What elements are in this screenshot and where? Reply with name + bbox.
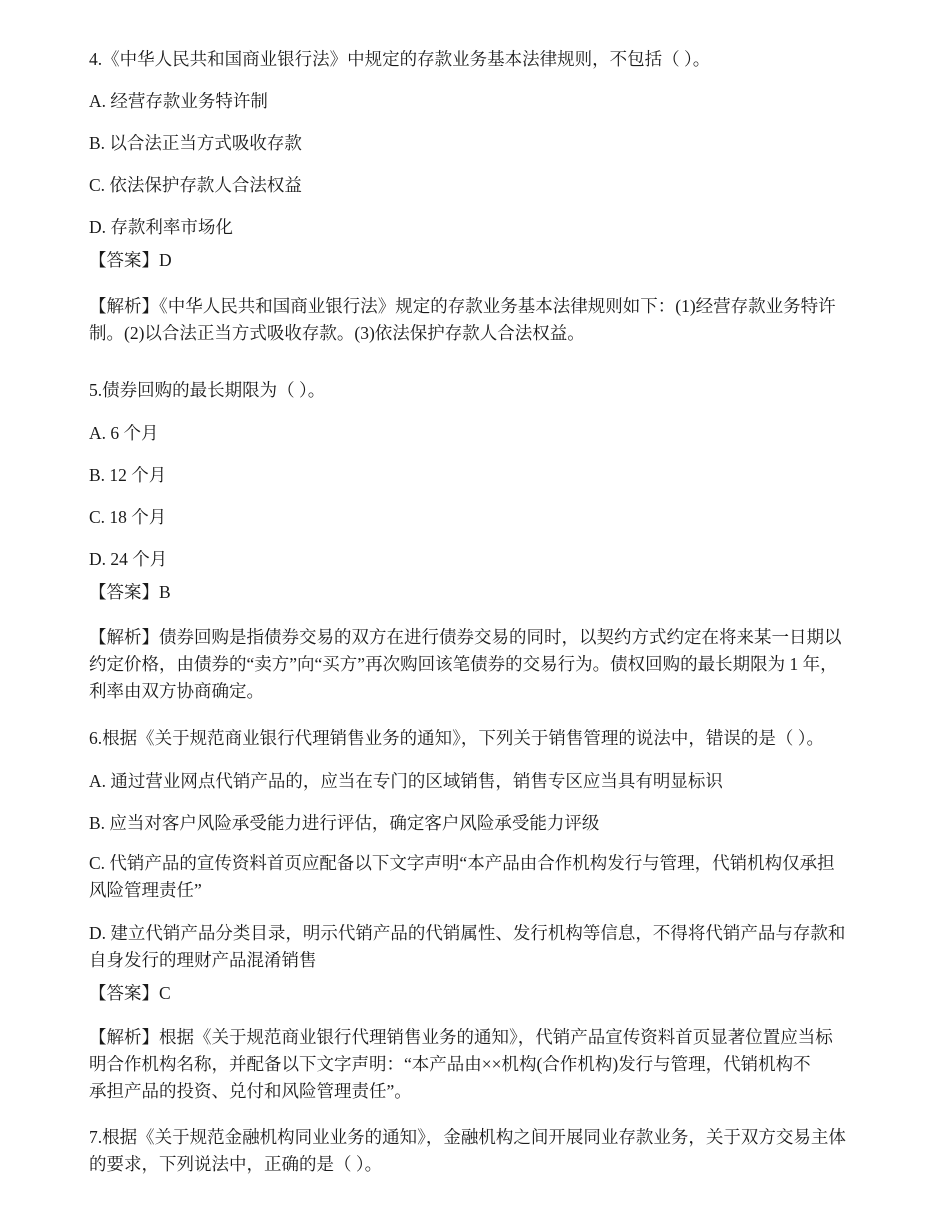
question-4-option-b: B. 以合法正当方式吸收存款 xyxy=(89,133,302,153)
question-4-analysis xyxy=(89,293,919,347)
question-6-option-d xyxy=(89,920,919,974)
option-line: 自身发行的理财产品混淆销售 xyxy=(89,950,317,970)
analysis-line: 【解析】债券回购是指债券交易的双方在进行债券交易的同时，以契约方式约定在将来某一日期以 xyxy=(89,627,842,647)
question-5-answer: 【答案】B xyxy=(89,582,171,602)
analysis-line: 【解析】根据《关于规范商业银行代理销售业务的通知》，代销产品宣传资料首页显著位置应当标 xyxy=(89,1027,833,1047)
analysis-line: 承担产品的投资、兑付和风险管理责任”。 xyxy=(89,1081,412,1101)
question-5-option-b: B. 12 个月 xyxy=(89,465,167,485)
question-6-option-a: A. 通过营业网点代销产品的，应当在专门的区域销售，销售专区应当具有明显标识 xyxy=(89,771,723,791)
option-line: D. 建立代销产品分类目录，明示代销产品的代销属性、发行机构等信息，不得将代销产品与存款和 xyxy=(89,923,846,943)
question-7-stem xyxy=(89,1124,919,1178)
analysis-line: 利率由双方协商确定。 xyxy=(89,681,264,701)
stem-line: 7.根据《关于规范金融机构同业业务的通知》，金融机构之间开展同业存款业务，关于双方交易主体 xyxy=(89,1127,846,1147)
analysis-line: 约定价格，由债券的“卖方”向“买方”再次购回该笔债券的交易行为。债权回购的最长期限为 1 年， xyxy=(89,654,838,674)
question-5-option-d: D. 24 个月 xyxy=(89,549,168,569)
question-6-analysis xyxy=(89,1024,919,1105)
question-6-option-c xyxy=(89,850,919,904)
option-line: C. 代销产品的宣传资料首页应配备以下文字声明“本产品由合作机构发行与管理，代销机构仅承担 xyxy=(89,853,835,873)
question-4-option-d: D. 存款利率市场化 xyxy=(89,217,233,237)
question-5-option-a: A. 6 个月 xyxy=(89,423,159,443)
question-6-answer: 【答案】C xyxy=(89,983,171,1003)
question-5-stem: 5.债券回购的最长期限为（ ）。 xyxy=(89,380,326,400)
question-5-option-c: C. 18 个月 xyxy=(89,507,167,527)
question-4-option-a: A. 经营存款业务特许制 xyxy=(89,91,268,111)
question-6-option-b: B. 应当对客户风险承受能力进行评估，确定客户风险承受能力评级 xyxy=(89,813,600,833)
question-4-answer: 【答案】D xyxy=(89,250,172,270)
question-6-stem: 6.根据《关于规范商业银行代理销售业务的通知》，下列关于销售管理的说法中，错误的是（ ）。 xyxy=(89,728,824,748)
question-4-option-c: C. 依法保护存款人合法权益 xyxy=(89,175,302,195)
analysis-line: 明合作机构名称，并配备以下文字声明：“本产品由××机构(合作机构)发行与管理，代销机构不 xyxy=(89,1054,811,1074)
analysis-line: 【解析】《中华人民共和国商业银行法》规定的存款业务基本法律规则如下：(1)经营存款业务特许 xyxy=(89,296,836,316)
option-line: 风险管理责任” xyxy=(89,880,202,900)
analysis-line: 制。(2)以合法正当方式吸收存款。(3)依法保护存款人合法权益。 xyxy=(89,323,585,343)
stem-line: 的要求，下列说法中，正确的是（ ）。 xyxy=(89,1154,383,1174)
question-4-stem: 4.《中华人民共和国商业银行法》中规定的存款业务基本法律规则，不包括（ ）。 xyxy=(89,49,711,69)
question-5-analysis xyxy=(89,624,919,705)
